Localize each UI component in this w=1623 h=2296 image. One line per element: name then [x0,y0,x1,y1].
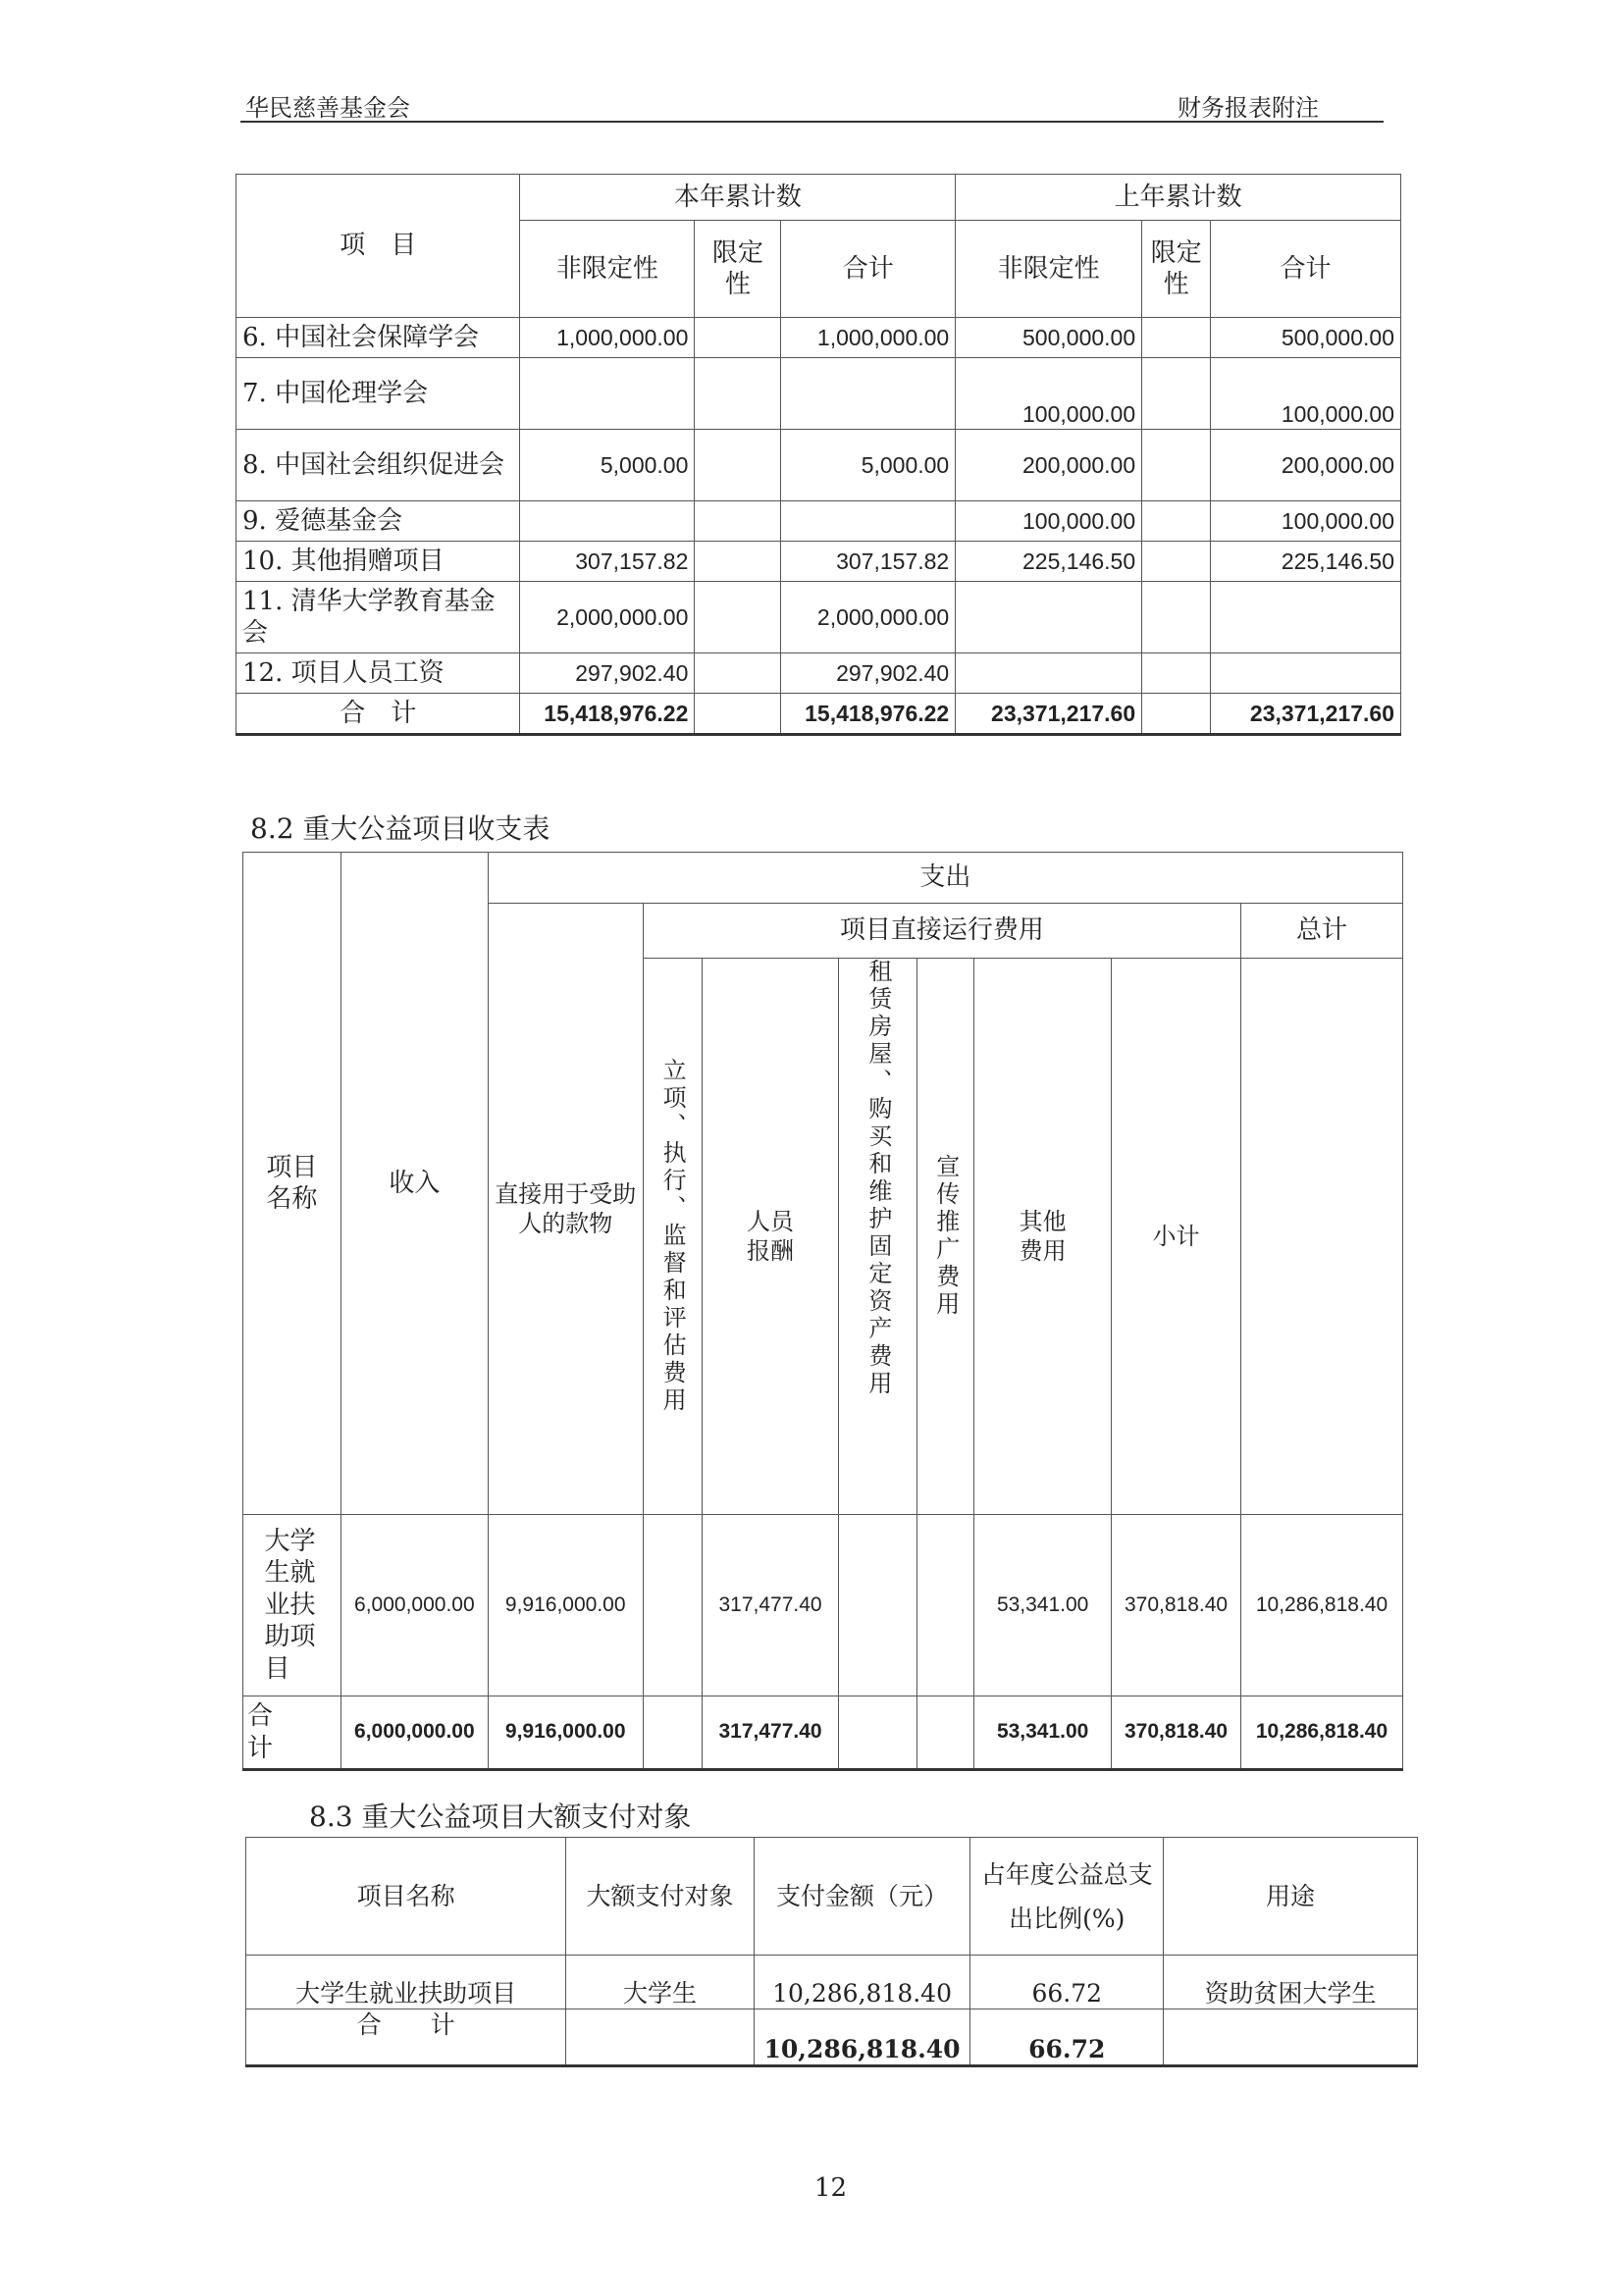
h-direct-to-donee: 直接用于受助人的款物 [488,904,643,1515]
row-name: 9. 爱德基金会 [236,501,520,542]
h-promo: 宣传推广费用 [917,959,974,1515]
cell-value [1211,653,1401,694]
cell-value: 100,000.00 [956,358,1142,430]
cell-value: 297,902.40 [781,653,956,694]
cell-other: 53,341.00 [974,1515,1112,1696]
row-name: 大学生就业扶助项目 [243,1515,341,1696]
h-subtotal: 小计 [1112,959,1241,1515]
h-project-name: 项目名称 [246,1838,566,1956]
cell-payee: 大学生 [566,1956,755,2009]
cell-amount: 10,286,818.40 [754,1956,970,2009]
cell-value [695,318,781,358]
cell-value: 1,000,000.00 [781,318,956,358]
cell-value [695,582,781,653]
cell-value [956,582,1142,653]
h-amount: 支付金额（元） [754,1838,970,1956]
cell-subtotal: 370,818.40 [1112,1696,1241,1770]
cell-value [695,501,781,542]
row-name: 10. 其他捐赠项目 [236,542,520,582]
cell-value: 100,000.00 [1211,501,1401,542]
cell-value [695,358,781,430]
cell-value: 5,000.00 [781,430,956,501]
cell-value: 15,418,976.22 [781,694,956,735]
cell-value [1142,694,1211,735]
donation-table [236,174,1401,736]
cell-donee: 9,916,000.00 [488,1515,643,1696]
sub-unrestricted: 非限定性 [956,221,1142,318]
h-staff: 人员报酬 [702,959,839,1515]
org-name: 华民慈善基金会 [245,94,410,122]
cell-promo [917,1515,974,1696]
cell-empty [566,2009,755,2066]
cell-value: 307,157.82 [781,542,956,582]
doc-section-name: 财务报表附注 [1178,94,1319,122]
cell-value [695,694,781,735]
cell-value [1142,501,1211,542]
table-row [236,653,1401,694]
sub-restricted: 限定性 [695,221,781,318]
cell-value: 15,418,976.22 [520,694,695,735]
cell-value: 307,157.82 [520,542,695,582]
cell-ratio: 66.72 [970,1956,1164,2009]
row-name: 12. 项目人员工资 [236,653,520,694]
section-title-8-2: 8.2 重大公益项目收支表 [250,812,550,845]
total-row [236,694,1401,735]
cell-value: 2,000,000.00 [520,582,695,653]
cell-promo [917,1696,974,1770]
cell-income: 6,000,000.00 [340,1515,488,1696]
cell-total: 10,286,818.40 [1241,1696,1403,1770]
page-number: 12 [814,2173,848,2203]
cell-use: 资助贫困大学生 [1164,1956,1418,2009]
cell-value [695,430,781,501]
cell-value: 100,000.00 [956,501,1142,542]
h-empty [1241,959,1403,1515]
cell-value: 200,000.00 [1211,430,1401,501]
table-row [236,582,1401,653]
cell-value: 297,902.40 [520,653,695,694]
total-label: 合计 [243,1696,341,1770]
cell-value [1211,582,1401,653]
cell-staff: 317,477.40 [702,1515,839,1696]
h-other: 其他费用 [974,959,1112,1515]
h-rent: 租赁房屋、购买和维护固定资产费用 [839,959,917,1515]
h-project-name: 项目名称 [243,853,341,1515]
cell-value [1142,430,1211,501]
cell-income: 6,000,000.00 [340,1696,488,1770]
major-project-table [242,852,1403,1771]
section-title-8-3: 8.3 重大公益项目大额支付对象 [309,1800,692,1833]
cell-value: 1,000,000.00 [520,318,695,358]
cell-value [695,653,781,694]
total-row [246,2009,1418,2066]
h-ratio: 占年度公益总支出比例(%) [970,1838,1164,1956]
total-label: 合 计 [246,2009,566,2066]
row-name: 7. 中国伦理学会 [236,358,520,430]
cell-rent [839,1696,917,1770]
table-row [236,501,1401,542]
sub-unrestricted: 非限定性 [520,221,695,318]
row-name: 大学生就业扶助项目 [246,1956,566,2009]
col-item-header: 项 目 [236,175,520,318]
cell-staff: 317,477.40 [702,1696,839,1770]
h-payee: 大额支付对象 [566,1838,755,1956]
cell-setup [643,1515,702,1696]
h-income: 收入 [340,853,488,1515]
col-current-year: 本年累计数 [520,175,956,221]
cell-other: 53,341.00 [974,1696,1112,1770]
sub-total: 合计 [1211,221,1401,318]
cell-value [1142,318,1211,358]
table-row [236,318,1401,358]
row-name: 11. 清华大学教育基金会 [236,582,520,653]
table-row [246,1956,1418,2009]
cell-value [781,501,956,542]
cell-value: 5,000.00 [520,430,695,501]
col-prior-year: 上年累计数 [956,175,1401,221]
large-payee-table [245,1837,1418,2067]
table-row [236,358,1401,430]
h-grand-total: 总计 [1241,904,1403,959]
cell-value: 500,000.00 [956,318,1142,358]
cell-value: 100,000.00 [1211,358,1401,430]
cell-value: 23,371,217.60 [1211,694,1401,735]
total-row [243,1696,1403,1770]
cell-value [956,653,1142,694]
row-name: 8. 中国社会组织促进会 [236,430,520,501]
cell-rent [839,1515,917,1696]
cell-ratio: 66.72 [970,2009,1164,2066]
table-row [236,542,1401,582]
cell-value: 23,371,217.60 [956,694,1142,735]
h-setup: 立项、执行、监督和评估费用 [643,959,702,1515]
h-direct-operating: 项目直接运行费用 [643,904,1240,959]
cell-value [520,358,695,430]
cell-value: 225,146.50 [956,542,1142,582]
cell-value: 2,000,000.00 [781,582,956,653]
cell-value [520,501,695,542]
h-use: 用途 [1164,1838,1418,1956]
cell-value [781,358,956,430]
table-row [236,430,1401,501]
cell-value: 500,000.00 [1211,318,1401,358]
cell-value: 225,146.50 [1211,542,1401,582]
h-expense: 支出 [488,853,1402,904]
cell-value [1142,542,1211,582]
cell-value [1142,582,1211,653]
cell-value [695,542,781,582]
sub-total: 合计 [781,221,956,318]
total-label: 合 计 [236,694,520,735]
cell-value: 200,000.00 [956,430,1142,501]
cell-setup [643,1696,702,1770]
cell-subtotal: 370,818.40 [1112,1515,1241,1696]
table-row [243,1515,1403,1696]
cell-empty [1164,2009,1418,2066]
sub-restricted: 限定性 [1142,221,1211,318]
cell-donee: 9,916,000.00 [488,1696,643,1770]
row-name: 6. 中国社会保障学会 [236,318,520,358]
header-rule [240,121,1384,123]
cell-amount: 10,286,818.40 [754,2009,970,2066]
cell-value [1142,653,1211,694]
cell-total: 10,286,818.40 [1241,1515,1403,1696]
cell-value [1142,358,1211,430]
